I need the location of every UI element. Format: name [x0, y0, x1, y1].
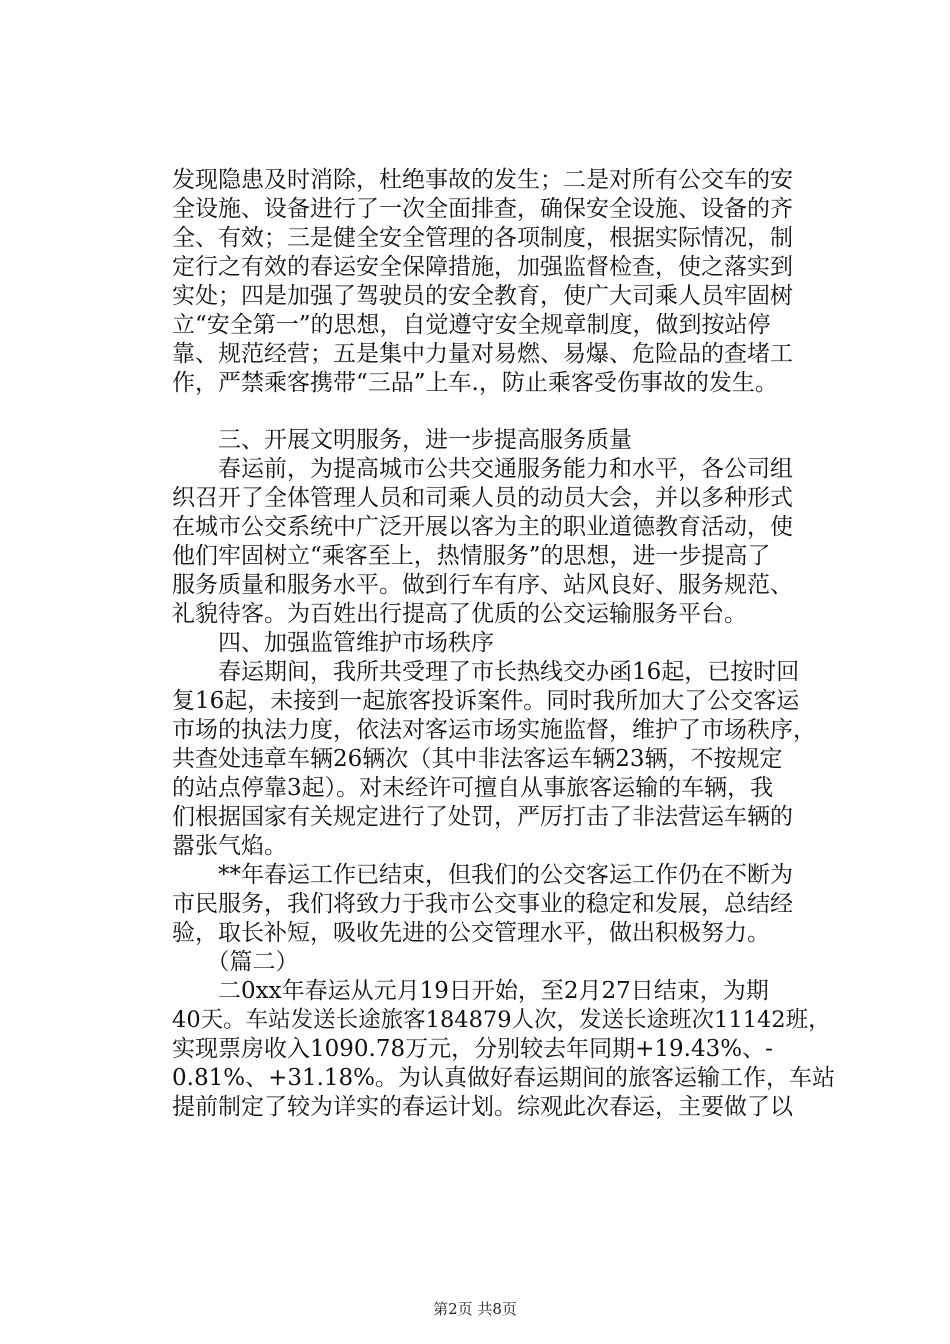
text-line: 验，取长补短，吸收先进的公交管理水平，做出积极努力。 [172, 920, 770, 946]
document-body [172, 166, 840, 1122]
text-line: 作，严禁乘客携带“三品”上车.，防止乘客受伤事故的发生。 [172, 370, 778, 396]
text-line: 的站点停靠3起）。对未经许可擅自从事旅客运输的车辆，我 [172, 775, 774, 801]
text-line: 实处；四是加强了驾驶员的安全教育，使广大司乘人员牢固树 [172, 283, 793, 309]
text-line: 们根据国家有关规定进行了处罚，严厉打击了非法营运车辆的 [172, 804, 793, 830]
text-line: 二0xx年春运从元月19日开始，至2月27日结束，为期 [172, 978, 769, 1004]
section-heading: 四、加强监管维护市场秩序 [172, 630, 494, 656]
page-indicator: 第2页 共8页 [433, 1300, 517, 1318]
text-line: 礼貌待客。为百姓出行提高了优质的公交运输服务平台。 [172, 601, 747, 627]
text-line: 在城市公交系统中广泛开展以客为主的职业道德教育活动，使 [172, 514, 793, 540]
text-line: 全设施、设备进行了一次全面排查，确保安全设施、设备的齐 [172, 196, 793, 222]
section-heading: 三、开展文明服务，进一步提高服务质量 [172, 427, 632, 453]
text-line: 立“安全第一”的思想，自觉遵守安全规章制度，做到按站停 [172, 312, 771, 338]
text-line: 实现票房收入1090.78万元，分别较去年同期+19.43%、- [172, 1036, 773, 1062]
text-line: 定行之有效的春运安全保障措施，加强监督检查，使之落实到 [172, 254, 793, 280]
section-heading: （篇二） [172, 949, 299, 975]
text-line: 他们牢固树立“乘客至上，热情服务”的思想，进一步提高了 [172, 543, 771, 569]
text-line: **年春运工作已结束，但我们的公交客运工作仍在不断为 [172, 862, 793, 888]
text-line: 0.81%、+31.18%。为认真做好春运期间的旅客运输工作，车站 [172, 1065, 836, 1091]
text-line: 嚣张气焰。 [172, 833, 287, 859]
text-line: 市场的执法力度，依法对客运市场实施监督，维护了市场秩序， [172, 717, 816, 743]
text-line: 服务质量和服务水平。做到行车有序、站风良好、服务规范、 [172, 572, 793, 598]
page-footer [0, 1298, 950, 1319]
text-line: 春运期间，我所共受理了市长热线交办函16起，已按时回 [172, 659, 800, 685]
text-line: 复16起，未接到一起旅客投诉案件。同时我所加大了公交客运 [172, 688, 800, 714]
paragraph-gap [172, 398, 840, 426]
text-line: 全、有效；三是健全安全管理的各项制度，根据实际情况，制 [172, 225, 793, 251]
text-line: 织召开了全体管理人员和司乘人员的动员大会，并以多种形式 [172, 485, 793, 511]
text-line: 提前制定了较为详实的春运计划。综观此次春运，主要做了以 [172, 1094, 793, 1120]
text-line: 共查处违章车辆26辆次（其中非法客运车辆23辆，不按规定 [172, 746, 783, 772]
text-line: 市民服务，我们将致力于我市公交事业的稳定和发展，总结经 [172, 891, 793, 917]
text-line: 春运前，为提高城市公共交通服务能力和水平，各公司组 [172, 456, 793, 482]
text-line: 40天。车站发送长途旅客184879人次，发送长途班次11142班， [172, 1007, 831, 1033]
text-line: 靠、规范经营；五是集中力量对易燃、易爆、危险品的查堵工 [172, 341, 793, 367]
text-line: 发现隐患及时消除，杜绝事故的发生；二是对所有公交车的安 [172, 167, 793, 193]
